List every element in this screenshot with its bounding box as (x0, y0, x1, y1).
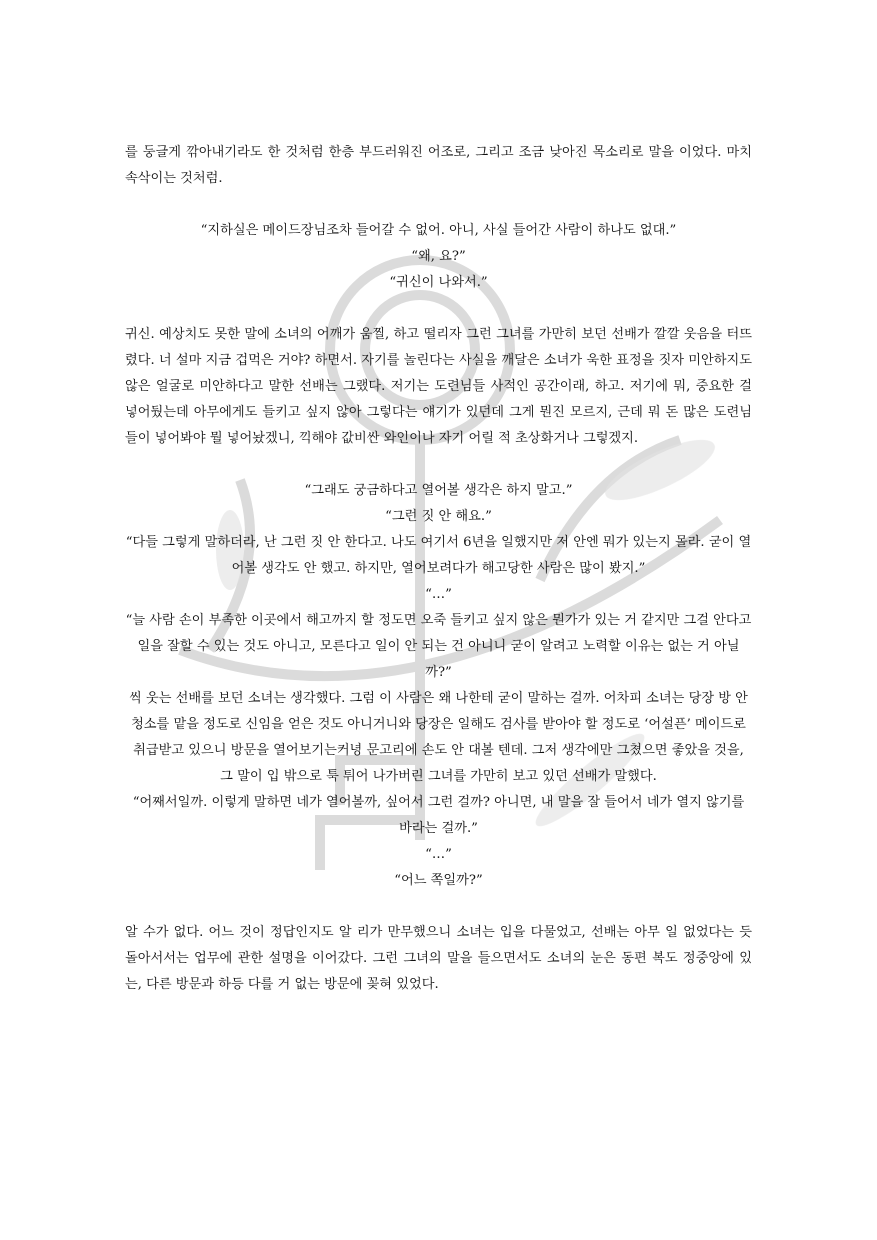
dialogue-line: “지하실은 메이드장님조차 들어갈 수 없어. 아니, 사실 들어간 사람이 하나도 없대.” (200, 223, 677, 238)
dialogue-line: “다들 그렇게 말하더라, 난 그런 짓 안 한다고. 나도 여기서 6년을 일했지만 저 안엔 뭐가 있는지 몰라. 굳이 열어볼 생각도 안 했고. 하지만, 열어보려다가 해고당한 사람은 많이 봤지.” (125, 535, 752, 576)
dialogue-line: “왜, 요?” (411, 249, 466, 264)
paragraph-1: 를 둥글게 깎아내기라도 한 것처럼 한층 부드러워진 어조로, 그리고 조금 낮아진 목소리로 말을 이었다. 마치 속삭이는 것처럼. (125, 145, 752, 186)
dialogue-line: “그런 짓 안 해요.” (385, 509, 492, 524)
dialogue-line: “늘 사람 손이 부족한 이곳에서 해고까지 할 정도면 오죽 들키고 싶지 않은 뭔가가 있는 거 같지만 그걸 안다고 일을 잘할 수 있는 것도 아니고, 모른다고 일이 안 되는 건 아니니 굳이 알려고 노력할 이유는 없는 거 아닐까?” (125, 613, 752, 680)
dialogue-line: “귀신이 나와서.” (389, 275, 488, 290)
narration-line: 씩 웃는 선배를 보던 소녀는 생각했다. 그럼 이 사람은 왜 나한테 굳이 말하는 걸까. 어차피 소녀는 당장 방 안 청소를 맡을 정도로 신임을 얻은 것도 아니거니와 당장은 일해도 검사를 받아야 할 정도로 ‘어설픈’ 메이드로 취급받고 있으니 방문을 열어보기는커녕 문고리에 손도 안 대볼 텐데. 그저 생각에만 그쳤으면 좋았을 것을, 그 말이 입 밖으로 툭 튀어 나가버린 그녀를 가만히 보고 있던 선배가 말했다. (129, 691, 748, 784)
dialogue-line: “어느 쪽일까?” (394, 873, 483, 888)
paragraph-2: 귀신. 예상치도 못한 말에 소녀의 어깨가 움찔, 하고 떨리자 그런 그녀를 가만히 보던 선배가 깔깔 웃음을 터뜨렸다. 너 설마 지금 겁먹은 거야? 하면서. 자기를 놀린다는 사실을 깨달은 소녀가 욱한 표정을 짓자 미안하지도 않은 얼굴로 미안하다고 말한 선배는 그랬다. 저기는 도련님들 사적인 공간이래, 하고. 저기에 뭐, 중요한 걸 넣어뒀는데 아무에게도 들키고 싶지 않아 그렇다는 얘기가 있던데 그게 뭔진 모르지, 근데 뭐 돈 많은 도련님들이 넣어봐야 뭘 넣어놨겠니, 끽해야 값비싼 와인이나 자기 어릴 적 초상화거나 그렇겠지. (125, 327, 752, 446)
dialogue-line: “어째서일까. 이렇게 말하면 네가 열어볼까, 싶어서 그런 걸까? 아니면, 내 말을 잘 들어서 네가 열지 않기를 바라는 걸까.” (132, 795, 745, 836)
dialogue-line: “…” (425, 587, 452, 602)
document-body (125, 140, 752, 998)
paragraph-3: 알 수가 없다. 어느 것이 정답인지도 알 리가 만무했으니 소녀는 입을 다물었고, 선배는 아무 일 없었다는 듯 돌아서서는 업무에 관한 설명을 이어갔다. 그런 그녀의 말을 들으면서도 소녀의 눈은 동편 복도 정중앙에 있는, 다른 방문과 하등 다를 거 없는 방문에 꽂혀 있었다. (125, 925, 752, 992)
dialogue-line: “그래도 궁금하다고 열어볼 생각은 하지 말고.” (304, 483, 573, 498)
dialogue-line: “…” (425, 847, 452, 862)
